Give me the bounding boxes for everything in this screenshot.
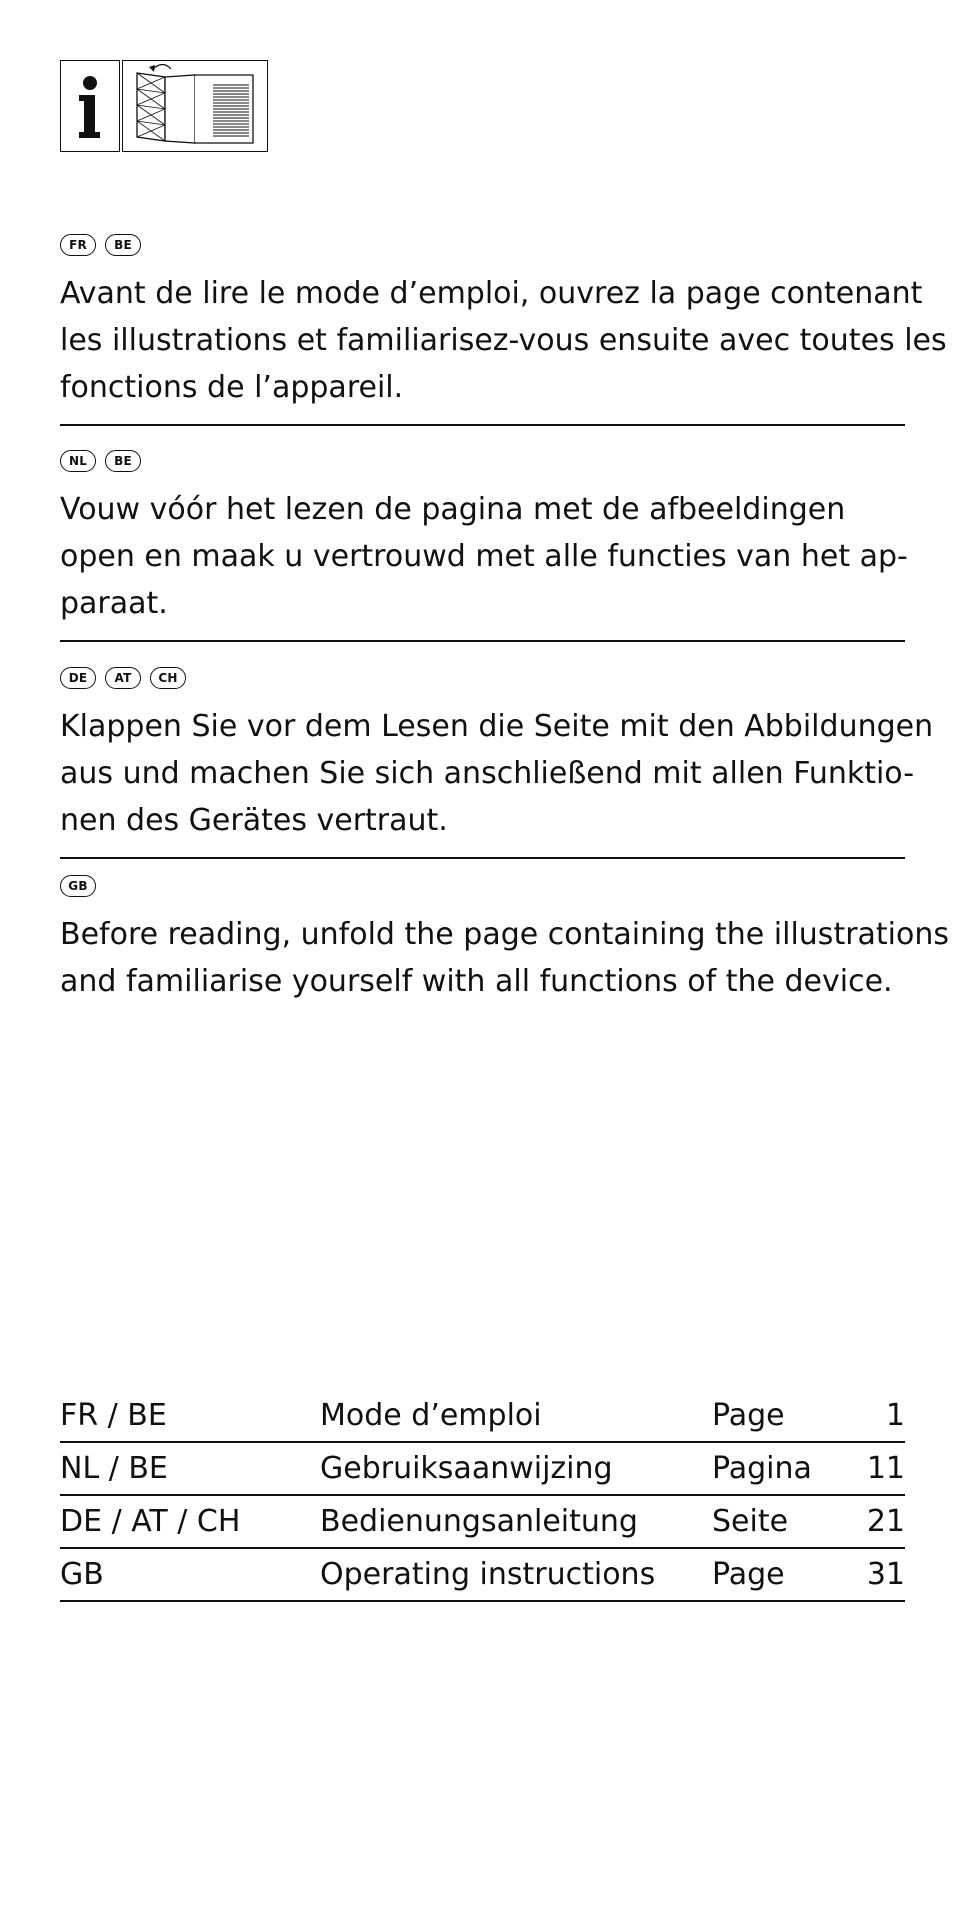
toc-row	[60, 1549, 905, 1602]
country-badge-ch: CH	[150, 667, 186, 689]
toc-page-word: Page	[712, 1398, 785, 1433]
toc-title: Operating instructions	[320, 1557, 656, 1592]
country-badges	[60, 448, 905, 474]
toc-page-number: 21	[866, 1504, 905, 1539]
paragraph-line: aus und machen Sie sich anschließend mit allen Funktio-	[60, 756, 915, 791]
paragraph-line: les illustrations et familiarisez-vous ensuite avec toutes les	[60, 323, 947, 358]
instruction-paragraph	[60, 486, 908, 627]
toc-page-number: 31	[866, 1557, 905, 1592]
toc-page-word: Seite	[712, 1504, 789, 1539]
paragraph-line: paraat.	[60, 586, 168, 621]
toc-title: Gebruiksaanwijzing	[320, 1451, 613, 1486]
section-gb	[60, 873, 950, 1005]
toc-row	[60, 1443, 905, 1496]
paragraph-line: Vouw vóór het lezen de pagina met de afbeeldingen	[60, 492, 846, 527]
section-de-at-ch	[60, 665, 934, 844]
toc-page-word: Page	[712, 1557, 785, 1592]
info-icon	[60, 60, 120, 152]
country-badge-be: BE	[105, 234, 141, 256]
instruction-paragraph	[60, 703, 934, 844]
country-badge-at: AT	[105, 667, 141, 689]
toc-title: Bedienungsanleitung	[320, 1504, 638, 1539]
country-badges	[60, 873, 905, 899]
paragraph-line: Avant de lire le mode d’emploi, ouvrez la page contenant	[60, 276, 923, 311]
section-divider	[60, 857, 905, 859]
paragraph-line: Before reading, unfold the page containing the illustrations	[60, 917, 950, 952]
paragraph-line: Klappen Sie vor dem Lesen die Seite mit den Abbildungen	[60, 709, 934, 744]
toc-title: Mode d’emploi	[320, 1398, 542, 1433]
toc-language: FR / BE	[60, 1398, 167, 1433]
instruction-paragraph	[60, 270, 947, 411]
section-fr-be	[60, 232, 947, 411]
paragraph-line: open en maak u vertrouwd met alle functies van het ap-	[60, 539, 908, 574]
country-badge-be: BE	[105, 450, 141, 472]
paragraph-line: fonctions de l’appareil.	[60, 370, 404, 405]
paragraph-line: and familiarise yourself with all functions of the device.	[60, 964, 893, 999]
country-badges	[60, 232, 905, 258]
toc-page-number: 11	[866, 1451, 905, 1486]
unfold-page-icon	[122, 60, 268, 152]
toc-language: GB	[60, 1557, 104, 1592]
section-nl-be	[60, 448, 908, 627]
country-badges	[60, 665, 905, 691]
section-divider	[60, 640, 905, 642]
toc-language: NL / BE	[60, 1451, 168, 1486]
toc-page-word: Pagina	[712, 1451, 812, 1486]
country-badge-de: DE	[60, 667, 96, 689]
table-of-contents	[60, 1390, 905, 1602]
toc-row	[60, 1390, 905, 1443]
country-badge-gb: GB	[60, 875, 96, 897]
toc-row	[60, 1496, 905, 1549]
paragraph-line: nen des Gerätes vertraut.	[60, 803, 448, 838]
toc-language: DE / AT / CH	[60, 1504, 241, 1539]
instruction-paragraph	[60, 911, 950, 1005]
country-badge-fr: FR	[60, 234, 96, 256]
toc-page-number: 1	[885, 1398, 905, 1433]
country-badge-nl: NL	[60, 450, 96, 472]
section-divider	[60, 424, 905, 426]
